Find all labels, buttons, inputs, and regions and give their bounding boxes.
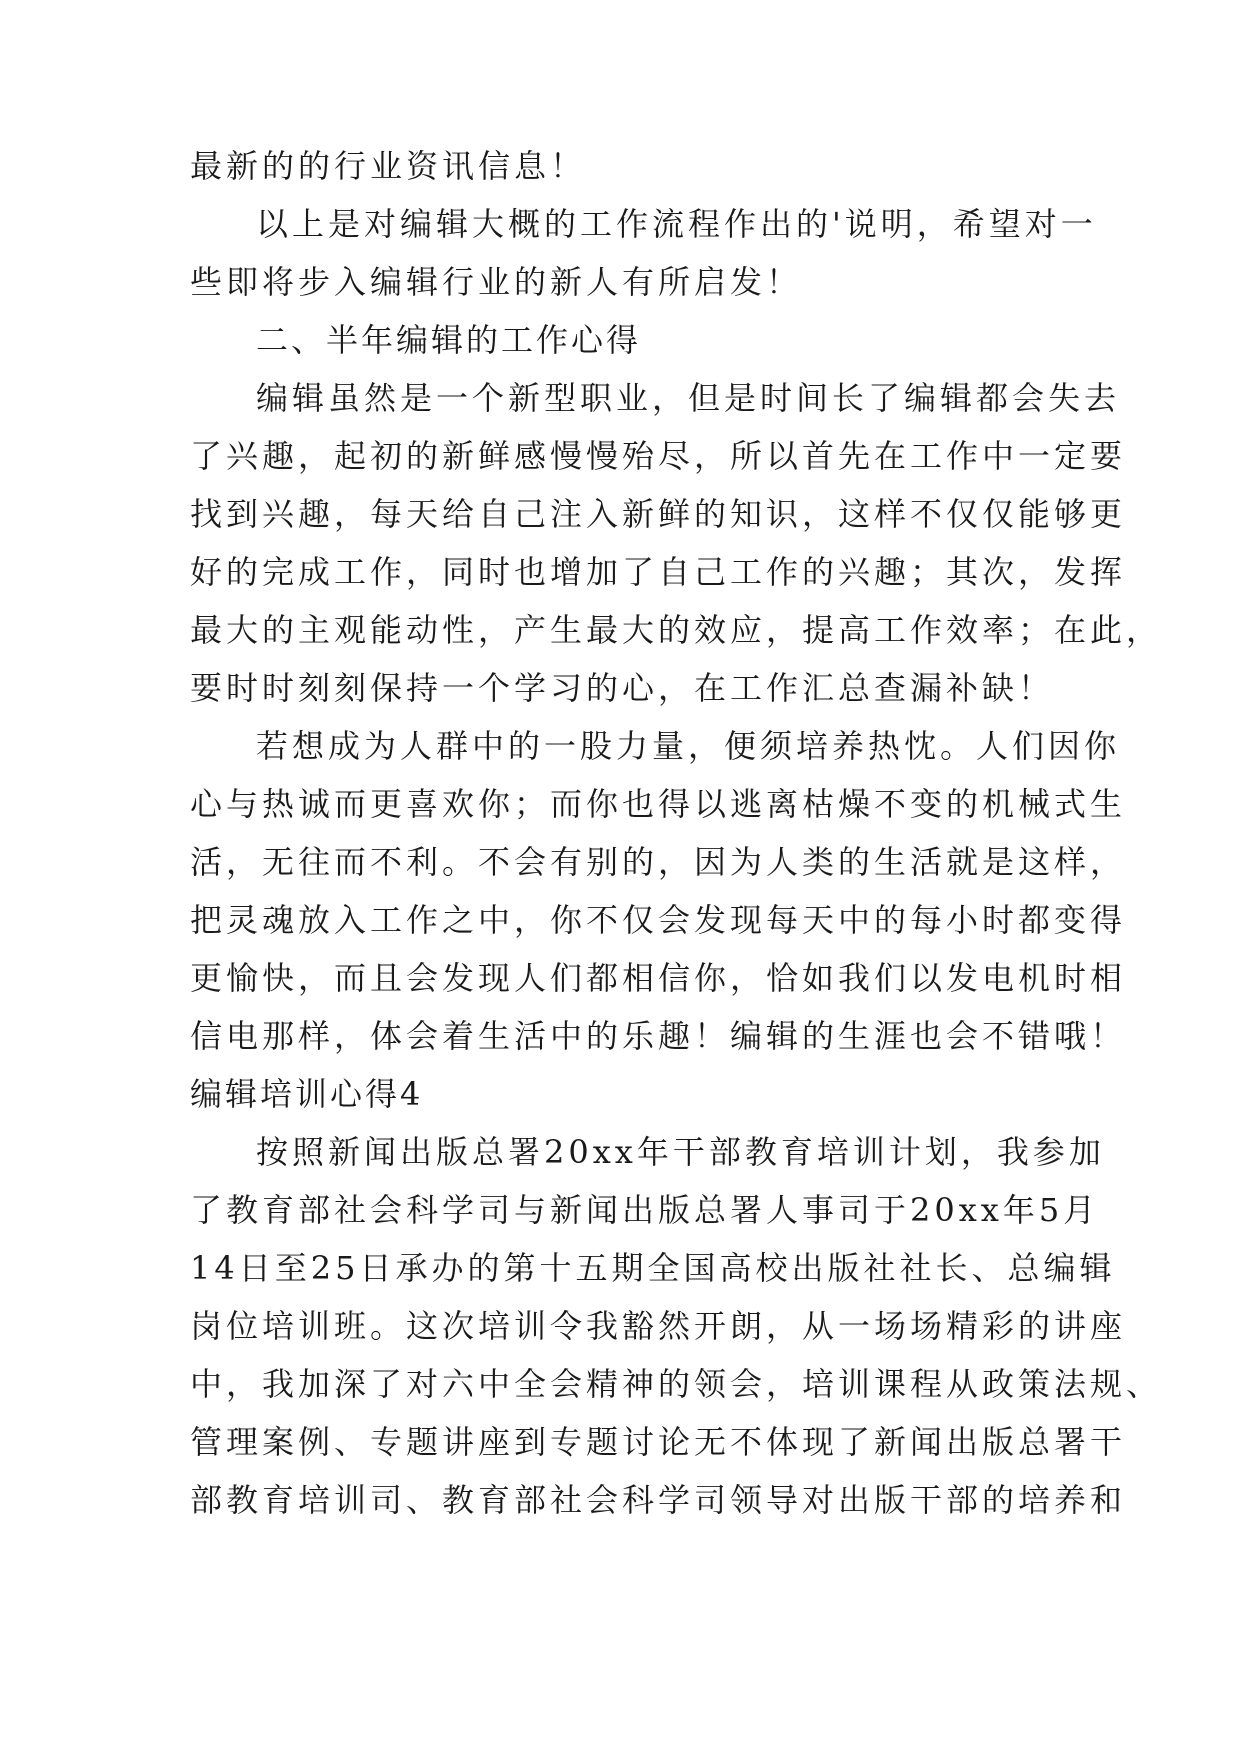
text-line: 部教育培训司、教育部社会科学司领导对出版干部的培养和	[190, 1481, 1127, 1519]
text-line: 中，我加深了对六中全会精神的领会，培训课程从政策法规、	[190, 1365, 1163, 1403]
text-line: 岗位培训班。这次培训令我豁然开朗，从一场场精彩的讲座	[190, 1307, 1127, 1345]
text-line: 活，无往而不利。不会有别的，因为人类的生活就是这样，	[190, 843, 1127, 881]
text-line: 找到兴趣，每天给自己注入新鲜的知识，这样不仅仅能够更	[190, 495, 1127, 533]
text-line: 把灵魂放入工作之中，你不仅会发现每天中的每小时都变得	[190, 901, 1127, 939]
text-line: 按照新闻出版总署20xx年干部教育培训计划，我参加	[256, 1133, 1105, 1171]
text-line: 心与热诚而更喜欢你；而你也得以逃离枯燥不变的机械式生	[190, 785, 1127, 823]
text-line: 好的完成工作，同时也增加了自己工作的兴趣；其次，发挥	[190, 553, 1127, 591]
text-line: 要时时刻刻保持一个学习的心，在工作汇总查漏补缺！	[190, 669, 1055, 707]
text-line: 信电那样，体会着生活中的乐趣！编辑的生涯也会不错哦！	[190, 1017, 1127, 1055]
text-line: 了教育部社会科学司与新闻出版总署人事司于20xx年5月	[190, 1191, 1100, 1229]
text-line: 编辑虽然是一个新型职业，但是时间长了编辑都会失去	[256, 379, 1121, 417]
text-line: 管理案例、专题讲座到专题讨论无不体现了新闻出版总署干	[190, 1423, 1127, 1461]
section-heading: 二、半年编辑的工作心得	[256, 321, 642, 359]
section-title: 编辑培训心得4	[190, 1075, 424, 1113]
text-line: 以上是对编辑大概的工作流程作出的'说明，希望对一	[256, 205, 1097, 243]
text-line: 14日至25日承办的第十五期全国高校出版社社长、总编辑	[190, 1249, 1116, 1287]
text-line: 些即将步入编辑行业的新人有所启发！	[190, 263, 803, 301]
text-line: 更愉快，而且会发现人们都相信你，恰如我们以发电机时相	[190, 959, 1127, 997]
text-line: 了兴趣，起初的新鲜感慢慢殆尽，所以首先在工作中一定要	[190, 437, 1127, 475]
text-line: 若想成为人群中的一股力量，便须培养热忱。人们因你	[256, 727, 1121, 765]
text-line: 最新的的行业资讯信息！	[190, 147, 587, 185]
text-line: 最大的主观能动性，产生最大的效应，提高工作效率；在此，	[190, 611, 1163, 649]
